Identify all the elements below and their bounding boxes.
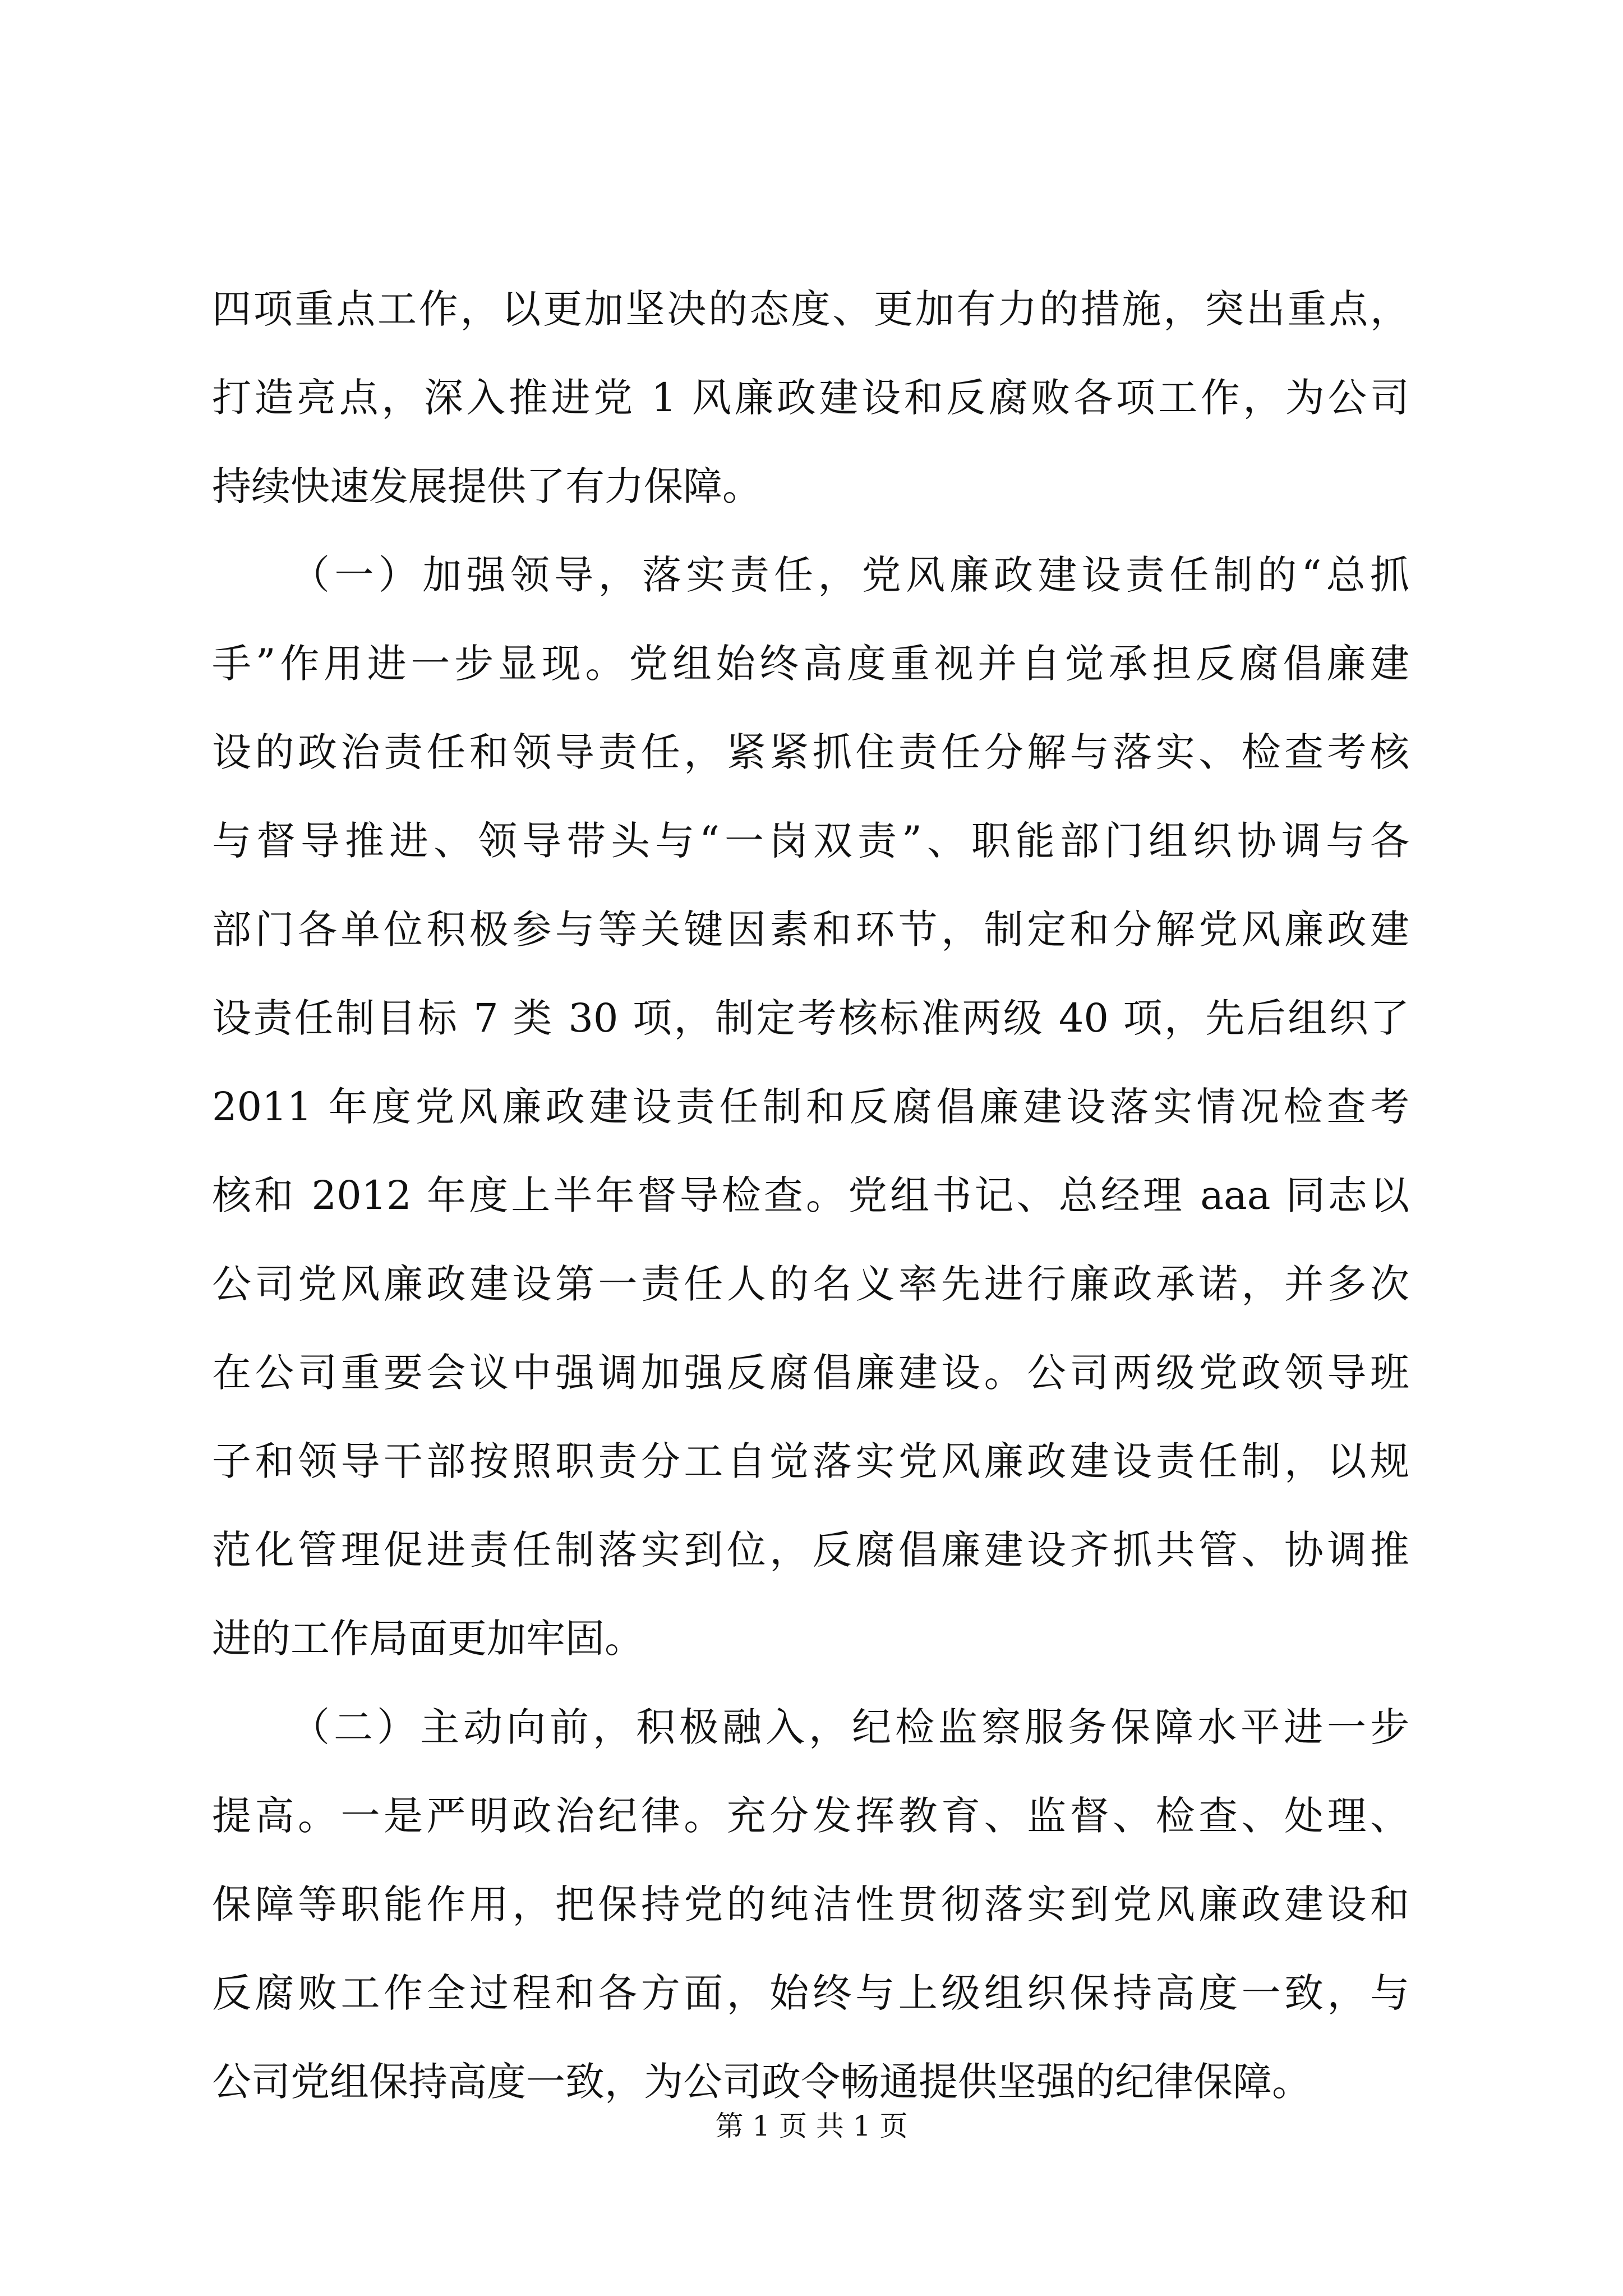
- text-line: 设的政治责任和领导责任，紧紧抓住责任分解与落实、检查考核: [212, 729, 1409, 775]
- text-line: 公司党风廉政建设第一责任人的名义率先进行廉政承诺，并多次: [212, 1261, 1409, 1307]
- text-line: 2011 年度党风廉政建设责任制和反腐倡廉建设落实情况检查考: [212, 1084, 1409, 1130]
- paragraph-heading-line: （二）主动向前，积极融入，纪检监察服务保障水平进一步: [291, 1704, 1409, 1750]
- text-line: 保障等职能作用，把保持党的纯洁性贯彻落实到党风廉政建设和: [212, 1881, 1409, 1927]
- text-line: 反腐败工作全过程和各方面，始终与上级组织保持高度一致，与: [212, 1970, 1409, 2016]
- text-line: 与督导推进、领导带头与“一岗双责”、职能部门组织协调与各: [212, 818, 1409, 864]
- text-line: 设责任制目标 7 类 30 项，制定考核标准两级 40 项，先后组织了: [212, 995, 1409, 1041]
- text-line: 打造亮点，深入推进党 1 风廉政建设和反腐败各项工作，为公司: [212, 375, 1409, 421]
- text-line: 进的工作局面更加牢固。: [212, 1616, 644, 1662]
- page-footer: [0, 2106, 1623, 2146]
- text-line: 四项重点工作，以更加坚决的态度、更加有力的措施，突出重点，: [212, 286, 1409, 332]
- text-line: 核和 2012 年度上半年督导检查。党组书记、总经理 aaa 同志以: [212, 1172, 1409, 1218]
- text-line: 子和领导干部按照职责分工自觉落实党风廉政建设责任制，以规: [212, 1438, 1409, 1484]
- text-line: 部门各单位积极参与等关键因素和环节，制定和分解党风廉政建: [212, 907, 1409, 953]
- text-line: 公司党组保持高度一致，为公司政令畅通提供坚强的纪律保障。: [212, 2059, 1311, 2105]
- page-number: 第 1 页 共 1 页: [715, 2110, 908, 2142]
- text-line: 持续快速发展提供了有力保障。: [212, 463, 762, 509]
- text-line: 手”作用进一步显现。党组始终高度重视并自觉承担反腐倡廉建: [212, 641, 1409, 687]
- text-line: 在公司重要会议中强调加强反腐倡廉建设。公司两级党政领导班: [212, 1350, 1409, 1396]
- text-line: 提高。一是严明政治纪律。充分发挥教育、监督、检查、处理、: [212, 1793, 1409, 1839]
- paragraph-heading-line: （一）加强领导，落实责任，党风廉政建设责任制的“总抓: [291, 552, 1409, 598]
- document-body: [212, 265, 1409, 2126]
- text-line: 范化管理促进责任制落实到位，反腐倡廉建设齐抓共管、协调推: [212, 1527, 1409, 1573]
